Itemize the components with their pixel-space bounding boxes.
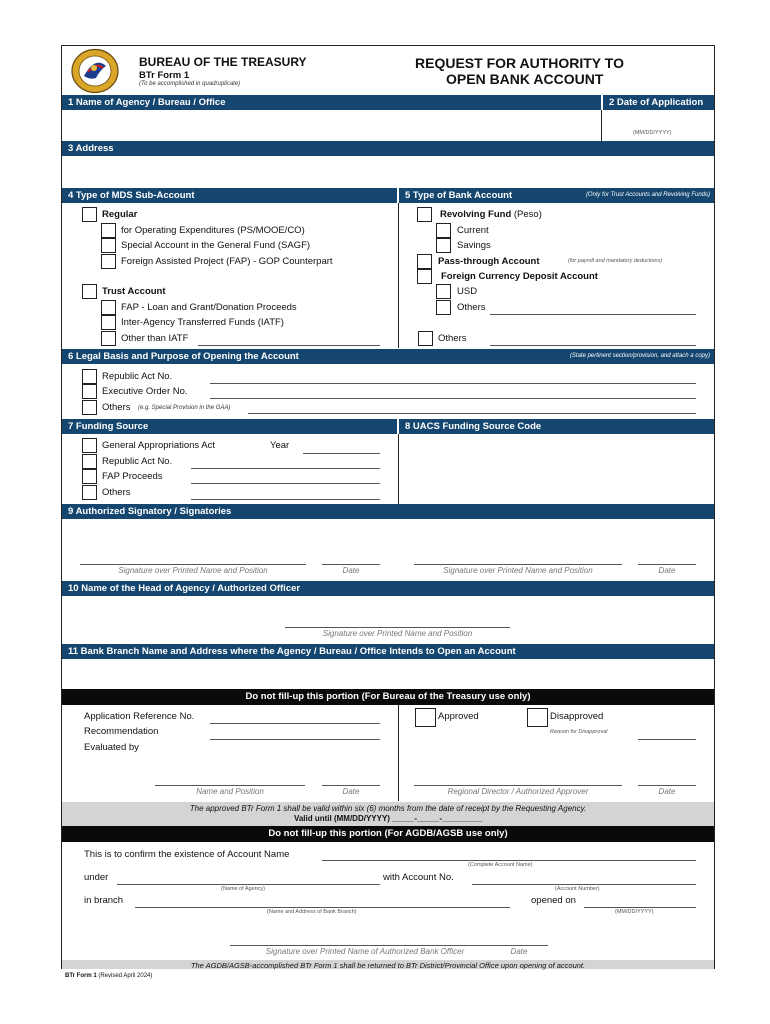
reason-disapproval-line[interactable]	[638, 739, 696, 740]
usd-label: USD	[457, 286, 478, 297]
address-field[interactable]	[63, 157, 713, 187]
section-9-bar	[62, 504, 714, 519]
evaluator-name-caption: Name and Position	[196, 787, 264, 796]
approver-date-caption: Date	[658, 787, 676, 796]
legal-others-line[interactable]	[248, 413, 696, 414]
fcda-others-checkbox[interactable]	[436, 300, 451, 315]
section-7-bar	[62, 419, 397, 434]
current-checkbox[interactable]	[436, 223, 451, 238]
form-number: BTr Form 1	[139, 70, 190, 81]
funding-ra-line[interactable]	[191, 468, 380, 469]
fap-loan-checkbox[interactable]	[101, 300, 116, 315]
current-label: Current	[457, 225, 489, 236]
funding-ra-checkbox[interactable]	[82, 454, 97, 469]
approved-label: Approved	[438, 711, 479, 722]
pass-through-note: (for payroll and mandatory deductions)	[568, 258, 663, 264]
bank-others-checkbox[interactable]	[418, 331, 433, 346]
section-6-label: 6 Legal Basis and Purpose of Opening the Account	[68, 351, 299, 362]
signatory-1-caption: Signature over Printed Name and Position	[118, 566, 268, 575]
fcda-others-label: Others	[457, 302, 486, 313]
operating-expenditures-checkbox[interactable]	[101, 223, 116, 238]
fap-proceeds-line[interactable]	[191, 483, 380, 484]
legal-others-note: (e.g. Special Provision in the GAA)	[138, 405, 231, 411]
section-4-bar	[62, 188, 397, 203]
savings-checkbox[interactable]	[436, 238, 451, 253]
legal-others-label: Others	[102, 402, 131, 413]
approver-date-line[interactable]	[638, 785, 696, 786]
account-number-hint: (Account Number)	[555, 886, 600, 892]
other-than-iatf-checkbox[interactable]	[101, 331, 116, 346]
bank-officer-date-caption: Date	[510, 947, 528, 956]
sagf-checkbox[interactable]	[101, 238, 116, 253]
other-than-iatf-label: Other than IATF	[121, 333, 189, 344]
signatory-2-date-line[interactable]	[638, 564, 696, 565]
fcda-others-line[interactable]	[490, 314, 696, 315]
section-6-bar	[62, 349, 714, 364]
iatf-label: Inter-Agency Transferred Funds (IATF)	[121, 317, 284, 328]
bank-others-line[interactable]	[490, 345, 696, 346]
gaa-label: General Appropriations Act	[102, 440, 216, 451]
signatory-2-caption: Signature over Printed Name and Position	[443, 566, 593, 575]
operating-expenditures-label: for Operating Expenditures (PS/MOOE/CO)	[121, 225, 305, 236]
section-11-label: 11 Bank Branch Name and Address where the Agency / Bureau / Office Intends to Open an Account	[68, 646, 516, 657]
funding-others-label: Others	[102, 487, 131, 498]
section-1-label: 1 Name of Agency / Bureau / Office	[68, 97, 226, 108]
revolving-fund-suffix: (Peso)	[511, 209, 542, 220]
opened-on-label: opened on	[531, 895, 576, 906]
section-10-label: 10 Name of the Head of Agency / Authorized Officer	[68, 583, 301, 594]
agency-name: BUREAU OF THE TREASURY	[139, 55, 307, 69]
regular-label: Regular	[102, 209, 138, 220]
fcda-label: Foreign Currency Deposit Account	[441, 271, 598, 282]
recommendation-label: Recommendation	[84, 726, 159, 737]
footer-form: BTr Form 1	[65, 973, 97, 979]
branch-hint: (Name and Address of Bank Branch)	[267, 909, 357, 915]
pass-through-checkbox[interactable]	[417, 254, 432, 269]
revolving-fund-checkbox[interactable]	[417, 207, 432, 222]
valid-until: Valid until (MM/DD/YYYY) _____-_____-_________	[293, 814, 483, 823]
with-account-label: with Account No.	[383, 872, 454, 883]
uacs-code-field[interactable]	[400, 436, 712, 502]
fap-gop-label: Foreign Assisted Project (FAP) - GOP Counterpart	[121, 256, 333, 267]
branch-line[interactable]	[135, 907, 510, 908]
fap-proceeds-checkbox[interactable]	[82, 469, 97, 484]
evaluator-date-caption: Date	[342, 787, 360, 796]
approver-line[interactable]	[414, 785, 622, 786]
account-name-line[interactable]	[322, 860, 696, 861]
agdb-use-bar	[62, 826, 714, 842]
agency-name-hint: (Name of Agency)	[221, 886, 266, 892]
bank-officer-line[interactable]	[230, 945, 500, 946]
section-7-label: 7 Funding Source	[68, 421, 149, 432]
divider	[398, 203, 399, 348]
pass-through-label: Pass-through Account	[438, 256, 540, 267]
section-5-label: 5 Type of Bank Account	[405, 190, 513, 201]
section-6-note: (State pertinent section/provision, and attach a copy)	[569, 353, 710, 359]
signatory-2-line[interactable]	[414, 564, 622, 565]
regular-checkbox[interactable]	[82, 207, 97, 222]
head-signature-caption: Signature over Printed Name and Position	[322, 629, 473, 638]
section-10-bar	[62, 581, 714, 596]
evaluated-by-label: Evaluated by	[84, 742, 139, 753]
funding-others-line[interactable]	[191, 499, 380, 500]
btr-use-label: Do not fill-up this portion (For Bureau of the Treasury use only)	[245, 691, 531, 702]
footer-form-id	[65, 973, 152, 979]
divider	[398, 705, 399, 801]
revolving-fund-label	[440, 209, 542, 220]
section-8-label: 8 UACS Funding Source Code	[405, 421, 542, 432]
usd-checkbox[interactable]	[436, 284, 451, 299]
head-signature-line[interactable]	[285, 627, 510, 628]
gaa-checkbox[interactable]	[82, 438, 97, 453]
account-number-line[interactable]	[472, 884, 696, 885]
republic-act-line[interactable]	[210, 383, 696, 384]
bank-others-label: Others	[438, 333, 467, 344]
bank-officer-caption: Signature over Printed Name of Authorized Bank Officer	[265, 947, 465, 956]
agency-name-field[interactable]	[63, 111, 600, 141]
section-3-label: 3 Address	[68, 143, 114, 154]
under-label: under	[84, 872, 109, 883]
legal-others-checkbox[interactable]	[82, 400, 97, 415]
section-11-bar	[62, 644, 714, 659]
year-label: Year	[270, 440, 290, 451]
signatory-1-date-line[interactable]	[322, 564, 380, 565]
republic-act-checkbox[interactable]	[82, 369, 97, 384]
funding-others-checkbox[interactable]	[82, 485, 97, 500]
executive-order-line[interactable]	[210, 398, 696, 399]
section-5-note: (Only for Trust Accounts and Revolving Funds)	[585, 192, 710, 198]
quadruplicate-note: (To be accomplished in quadruplicate)	[139, 81, 241, 87]
revolving-fund-text: Revolving Fund	[440, 209, 512, 220]
disapproved-checkbox[interactable]	[527, 708, 548, 727]
trust-account-checkbox[interactable]	[82, 284, 97, 299]
fcda-checkbox[interactable]	[417, 269, 432, 284]
date-hint: (MM/DD/YYYY)	[633, 130, 672, 136]
evaluator-name-line[interactable]	[155, 785, 305, 786]
savings-label: Savings	[457, 240, 491, 251]
in-branch-label: in branch	[84, 895, 124, 906]
fap-gop-checkbox[interactable]	[101, 254, 116, 269]
opened-on-hint: (MM/DD/YYYY)	[615, 909, 654, 915]
signatory-2-date-caption: Date	[658, 566, 676, 575]
section-8-bar	[399, 419, 714, 434]
agency-name-line[interactable]	[117, 884, 380, 885]
return-note: The AGDB/AGSB-accomplished BTr Form 1 shall be returned to BTr District/Provincial Office upon opening of account.	[190, 961, 586, 970]
divider	[601, 110, 602, 142]
approved-checkbox[interactable]	[415, 708, 436, 727]
app-ref-label: Application Reference No.	[84, 711, 195, 722]
signatory-1-line[interactable]	[80, 564, 306, 565]
evaluator-date-line[interactable]	[322, 785, 380, 786]
other-than-iatf-line[interactable]	[198, 345, 380, 346]
executive-order-checkbox[interactable]	[82, 384, 97, 399]
sagf-label: Special Account in the General Fund (SAGF)	[121, 240, 311, 251]
confirm-label: This is to confirm the existence of Account Name	[84, 849, 290, 860]
fap-loan-label: FAP - Loan and Grant/Donation Proceeds	[121, 302, 297, 313]
recommendation-line[interactable]	[210, 739, 380, 740]
section-3-bar	[62, 141, 714, 156]
reason-disapproval-label: Reason for Disapproval	[550, 729, 608, 735]
form-title-line2: OPEN BANK ACCOUNT	[446, 71, 604, 87]
section-9-label: 9 Authorized Signatory / Signatories	[68, 506, 232, 517]
bank-branch-field[interactable]	[63, 660, 713, 688]
section-2-bar	[603, 95, 714, 110]
account-name-hint: (Complete Account Name)	[468, 862, 533, 868]
agdb-use-label: Do not fill-up this portion (For AGDB/AGSB use only)	[268, 828, 508, 839]
approver-caption: Regional Director / Authorized Approver	[447, 787, 589, 796]
section-5-bar	[399, 188, 714, 203]
validity-note: The approved BTr Form 1 shall be valid within six (6) months from the date of receipt by the Requesting Agency.	[189, 804, 587, 813]
section-4-label: 4 Type of MDS Sub-Account	[68, 190, 195, 201]
section-1-bar	[62, 95, 601, 110]
divider	[398, 434, 399, 504]
btr-use-bar	[62, 689, 714, 705]
date-of-application-field[interactable]	[603, 111, 713, 141]
executive-order-label: Executive Order No.	[102, 386, 188, 397]
signatory-1-date-caption: Date	[342, 566, 360, 575]
year-line[interactable]	[303, 453, 380, 454]
republic-act-label: Republic Act No.	[102, 371, 173, 382]
trust-account-label: Trust Account	[102, 286, 166, 297]
form-title-line1: REQUEST FOR AUTHORITY TO	[415, 55, 624, 71]
iatf-checkbox[interactable]	[101, 315, 116, 330]
disapproved-label: Disapproved	[550, 711, 604, 722]
opened-on-line[interactable]	[584, 907, 696, 908]
section-2-label: 2 Date of Application	[609, 97, 704, 108]
bank-officer-date-line[interactable]	[490, 945, 548, 946]
app-ref-line[interactable]	[210, 723, 380, 724]
funding-ra-label: Republic Act No.	[102, 456, 173, 467]
footer-rev: (Revised April 2024)	[96, 973, 153, 979]
fap-proceeds-label: FAP Proceeds	[102, 471, 163, 482]
